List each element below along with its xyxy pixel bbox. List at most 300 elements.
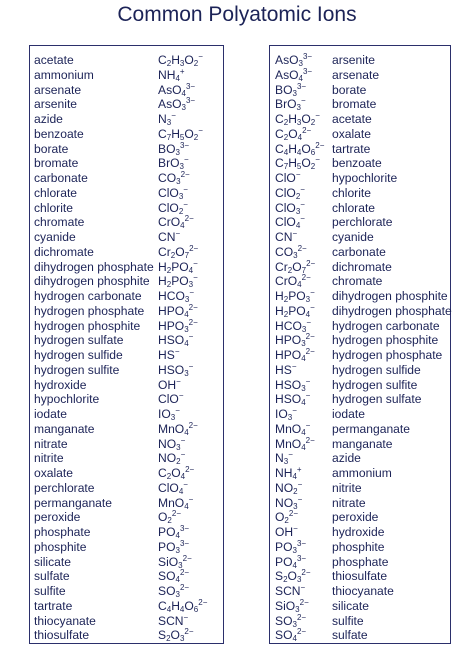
formula-symbol: ClO	[275, 215, 296, 230]
formula-subscript: 4	[283, 147, 289, 157]
ion-name: sulfate	[332, 628, 368, 643]
ion-formula	[158, 230, 180, 245]
formula-charge: −	[305, 376, 311, 386]
ion-row	[30, 230, 223, 245]
ion-name: chlorite	[34, 200, 73, 215]
ion-formula	[275, 53, 312, 68]
ion-row	[30, 599, 223, 614]
ion-formula	[275, 156, 320, 171]
formula-charge: 2−	[302, 125, 312, 135]
ion-formula	[158, 97, 195, 112]
formula-subscript: 3	[298, 59, 303, 68]
formula-symbol: PO	[158, 539, 176, 554]
formula-charge: −	[180, 435, 186, 445]
formula-symbol: CN	[158, 230, 176, 244]
ion-row	[270, 510, 450, 525]
formula-charge: −	[180, 450, 186, 460]
ion-formula	[158, 569, 189, 584]
ion-name: arsenate	[34, 82, 82, 97]
ion-name: acetate	[34, 53, 74, 67]
formula-symbol: AsO	[158, 82, 182, 97]
formula-charge: −	[305, 391, 311, 401]
ion-row	[30, 83, 223, 98]
ion-name: thiosulfate	[332, 569, 388, 584]
formula-charge: 2−	[301, 568, 311, 578]
formula-charge: 3−	[179, 524, 190, 533]
ion-row	[270, 260, 450, 275]
ion-formula	[158, 319, 198, 334]
ion-row	[270, 614, 450, 629]
ion-formula	[275, 451, 293, 466]
ion-formula	[158, 614, 188, 629]
ion-row	[30, 363, 223, 378]
ion-row	[30, 569, 223, 584]
formula-charge: 2−	[188, 302, 198, 312]
formula-symbol: C	[275, 156, 284, 171]
ion-name: ammonium	[34, 67, 94, 82]
formula-subscript: 4	[175, 73, 180, 83]
formula-symbol: CN	[275, 230, 293, 244]
formula-subscript: 3	[293, 250, 298, 260]
formula-subscript: 4	[292, 560, 297, 570]
formula-subscript: 6	[310, 147, 316, 157]
ion-formula	[275, 555, 306, 570]
formula-charge: 2−	[299, 597, 309, 607]
formula-charge: −	[300, 184, 305, 194]
ion-row	[270, 68, 450, 83]
formula-charge: 3−	[296, 538, 307, 548]
ion-name: bromate	[34, 156, 79, 171]
formula-charge: 2−	[198, 597, 208, 607]
ion-formula	[158, 112, 176, 127]
formula-charge: −	[297, 479, 303, 489]
formula-symbol: HPO	[275, 333, 302, 348]
formula-symbol: NO	[275, 480, 294, 495]
formula-subscript: 3	[293, 501, 298, 511]
ion-name: nitrate	[332, 495, 366, 510]
ion-name: sulfate	[34, 569, 70, 584]
formula-subscript: 6	[193, 604, 199, 614]
formula-subscript: 4	[305, 309, 311, 319]
ion-name: hypochlorite	[332, 171, 398, 185]
ion-formula	[275, 363, 296, 378]
formula-symbol: SiO	[275, 598, 296, 613]
formula-subscript: 4	[301, 442, 306, 452]
ion-name: hydrogen phosphite	[332, 333, 439, 348]
formula-charge: 2−	[180, 170, 190, 179]
ion-row	[30, 451, 223, 466]
ion-row	[270, 274, 450, 289]
formula-symbol: OH	[158, 377, 177, 392]
ion-row	[270, 348, 450, 363]
formula-symbol: Cr	[275, 259, 288, 274]
formula-symbol: PO	[275, 539, 293, 554]
ion-name: hydrogen sulfide	[34, 348, 123, 362]
formula-symbol: AsO	[158, 97, 182, 112]
ion-formula	[158, 422, 198, 437]
formula-symbol: CO	[158, 171, 177, 185]
ion-row	[30, 437, 223, 452]
ion-name: permanganate	[332, 421, 410, 436]
formula-subscript: 4	[175, 531, 180, 540]
formula-symbol: H	[158, 259, 167, 274]
ion-name: ammonium	[332, 466, 392, 480]
formula-symbol: H	[288, 112, 297, 126]
formula-symbol: S	[158, 628, 167, 643]
ion-row	[30, 628, 223, 643]
formula-charge: 2−	[184, 627, 194, 637]
page-title: Common Polyatomic Ions	[117, 3, 357, 26]
formula-symbol: PO	[288, 289, 306, 303]
formula-symbol: N	[158, 112, 167, 126]
ion-name: tartrate	[34, 598, 73, 613]
ion-row	[30, 319, 223, 334]
formula-symbol: C	[158, 126, 167, 141]
ion-row	[270, 451, 450, 466]
formula-symbol: BrO	[275, 97, 297, 112]
ion-name: tartrate	[332, 141, 371, 156]
ion-row	[270, 319, 450, 334]
ion-formula	[275, 333, 315, 348]
ion-name: nitrite	[34, 451, 64, 466]
formula-symbol: ClO	[275, 200, 296, 215]
ion-name: arsenate	[332, 67, 380, 82]
formula-subscript: 3	[305, 295, 311, 304]
formula-charge: −	[183, 184, 188, 194]
ion-formula	[158, 392, 184, 407]
formula-charge: 2−	[306, 258, 316, 268]
ion-formula	[158, 53, 203, 68]
ion-row	[270, 289, 450, 304]
ion-formula	[275, 584, 305, 599]
ion-row	[270, 363, 450, 378]
ion-name: dichromate	[332, 259, 392, 274]
formula-charge: −	[188, 361, 194, 371]
formula-charge: 2−	[296, 612, 307, 622]
formula-subscript: 2	[166, 59, 172, 68]
ion-name: nitrite	[332, 480, 362, 495]
formula-symbol: SO	[158, 569, 176, 584]
formula-charge: −	[198, 125, 203, 135]
ion-formula	[275, 201, 305, 216]
formula-charge: −	[189, 288, 194, 297]
ion-row	[270, 53, 450, 68]
formula-symbol: O	[158, 510, 168, 525]
formula-charge: −	[291, 361, 297, 371]
ion-row	[30, 97, 223, 112]
formula-subscript: 3	[283, 457, 289, 467]
ion-row	[270, 304, 450, 319]
formula-charge: −	[305, 420, 311, 430]
ion-row	[270, 333, 450, 348]
formula-subscript: 2	[193, 59, 199, 68]
ion-name: nitrate	[34, 436, 68, 451]
ions-by-name-rows	[30, 53, 223, 643]
ion-name: perchlorate	[332, 215, 393, 230]
formula-symbol: PO	[171, 274, 189, 289]
formula-charge: 2−	[179, 568, 190, 578]
formula-subscript: 3	[188, 280, 194, 290]
ion-row	[30, 348, 223, 363]
ion-name: azide	[332, 451, 361, 466]
ion-formula	[158, 333, 193, 348]
ion-row	[270, 407, 450, 422]
formula-subscript: 3	[181, 103, 186, 113]
ion-formula	[158, 260, 198, 275]
formula-symbol: HCO	[158, 289, 185, 303]
formula-symbol: H	[171, 598, 180, 613]
ion-name: phosphate	[34, 525, 91, 539]
formula-subscript: 3	[292, 619, 297, 629]
formula-charge: −	[300, 583, 306, 592]
ion-row	[270, 555, 450, 570]
ion-name: peroxide	[332, 510, 379, 525]
ion-name: benzoate	[34, 126, 84, 141]
ion-row	[270, 215, 450, 230]
ion-formula	[158, 215, 194, 230]
formula-symbol: PO	[158, 525, 176, 539]
ion-formula	[275, 599, 309, 614]
formula-symbol: HS	[158, 348, 175, 362]
ion-name: dihydrogen phosphite	[332, 289, 448, 303]
ion-row	[270, 112, 450, 127]
formula-charge: 3−	[296, 81, 307, 91]
ion-name: chromate	[34, 215, 85, 230]
formula-charge: −	[188, 332, 194, 342]
formula-subscript: 3	[292, 88, 297, 98]
formula-subscript: 5	[296, 162, 302, 172]
formula-charge: 2−	[297, 243, 307, 253]
ion-name: dichromate	[34, 244, 94, 259]
ion-formula	[275, 481, 302, 496]
formula-charge: −	[174, 347, 180, 356]
formula-symbol: HPO	[158, 303, 185, 318]
formula-charge: −	[178, 391, 184, 401]
formula-symbol: O	[184, 126, 194, 141]
ion-formula	[158, 245, 198, 260]
ion-name: cyanide	[34, 230, 76, 244]
formula-symbol: O	[175, 244, 185, 259]
formula-symbol: HSO	[158, 362, 185, 377]
ion-row	[270, 599, 450, 614]
ion-row	[30, 142, 223, 157]
formula-symbol: H	[171, 53, 180, 67]
formula-subscript: 3	[179, 634, 185, 644]
ion-formula	[158, 599, 207, 614]
formula-charge: 2−	[188, 420, 198, 430]
formula-symbol: H	[275, 303, 284, 318]
formula-subscript: 3	[176, 177, 181, 186]
formula-symbol: N	[275, 451, 284, 466]
ion-name: hydrogen sulfate	[34, 333, 124, 348]
formula-charge: −	[292, 406, 297, 415]
formula-symbol: ClO	[158, 392, 179, 407]
ion-formula	[158, 274, 198, 289]
formula-symbol: O	[288, 126, 298, 141]
formula-subscript: 4	[301, 354, 306, 363]
formula-charge: −	[295, 170, 301, 179]
ion-name: hydrogen sulfite	[34, 362, 120, 377]
formula-symbol: NO	[158, 451, 177, 466]
ion-row	[270, 201, 450, 216]
ion-row	[30, 156, 223, 171]
formula-subscript: 3	[184, 368, 189, 378]
ion-formula	[158, 407, 180, 422]
ion-row	[30, 186, 223, 201]
formula-subscript: 4	[180, 221, 185, 231]
formula-subscript: 2	[178, 206, 184, 216]
formula-subscript: 2	[167, 516, 172, 526]
ion-row	[30, 422, 223, 437]
formula-subscript: 2	[166, 472, 172, 481]
ion-name: phosphite	[34, 539, 87, 554]
ion-row	[270, 83, 450, 98]
formula-subscript: 4	[184, 501, 189, 511]
formula-subscript: 3	[166, 118, 172, 127]
ion-name: sulfite	[332, 613, 364, 628]
ion-row	[30, 510, 223, 525]
formula-subscript: 3	[184, 324, 189, 334]
ion-formula	[275, 628, 306, 643]
formula-subscript: 4	[301, 398, 306, 408]
formula-subscript: 3	[301, 339, 306, 349]
ion-formula	[275, 245, 307, 260]
ion-formula	[158, 378, 181, 393]
formula-subscript: 4	[292, 634, 297, 644]
formula-symbol: HSO	[158, 333, 185, 348]
ion-row	[30, 260, 223, 275]
formula-subscript: 2	[166, 634, 171, 644]
ion-name: phosphate	[332, 554, 389, 569]
ion-name: cyanide	[332, 230, 374, 244]
ion-name: hydroxide	[34, 377, 87, 392]
formula-subscript: 4	[166, 604, 172, 614]
ion-formula	[275, 378, 310, 393]
ion-row	[270, 496, 450, 511]
formula-subscript: 2	[283, 132, 289, 142]
formula-symbol: NH	[275, 466, 293, 480]
formula-subscript: 4	[180, 472, 186, 481]
formula-subscript: 3	[296, 575, 302, 585]
ion-formula	[275, 540, 306, 555]
formula-subscript: 4	[296, 147, 302, 157]
ion-row	[30, 304, 223, 319]
formula-subscript: 4	[298, 73, 303, 83]
formula-symbol: C	[275, 141, 284, 156]
formula-subscript: 3	[179, 59, 185, 68]
formula-subscript: 7	[283, 162, 289, 172]
formula-symbol: S	[275, 569, 284, 584]
ion-row	[30, 274, 223, 289]
ion-row	[270, 481, 450, 496]
formula-symbol: SCN	[158, 613, 184, 628]
formula-charge: 2−	[179, 583, 190, 592]
formula-charge: −	[310, 302, 315, 312]
formula-symbol: PO	[288, 303, 306, 318]
ion-formula	[275, 97, 306, 112]
formula-subscript: 4	[175, 575, 180, 585]
formula-charge: −	[188, 494, 194, 504]
ion-formula	[275, 127, 311, 142]
ion-row	[30, 289, 223, 304]
ion-name: hydrogen phosphate	[332, 348, 443, 362]
formula-symbol: HS	[275, 362, 292, 377]
ion-formula	[158, 83, 195, 98]
formula-symbol: SO	[275, 628, 293, 643]
ion-formula	[158, 466, 194, 481]
formula-subscript: 3	[296, 118, 302, 127]
ion-name: benzoate	[332, 156, 382, 171]
formula-subscript: 2	[283, 118, 289, 127]
formula-charge: 3−	[296, 553, 307, 563]
ion-name: hydrogen phosphate	[34, 303, 145, 318]
formula-charge: 2−	[171, 509, 181, 519]
formula-subscript: 3	[170, 413, 176, 422]
ion-name: thiocyanate	[34, 613, 96, 628]
ion-formula	[158, 540, 189, 555]
ion-formula	[158, 171, 190, 186]
ion-row	[270, 186, 450, 201]
formula-charge: +	[179, 66, 185, 76]
formula-symbol: C	[158, 466, 167, 480]
ion-name: dihydrogen phosphite	[34, 274, 150, 289]
formula-symbol: HSO	[275, 392, 302, 407]
ion-row	[30, 171, 223, 186]
formula-subscript: 3	[184, 295, 190, 304]
formula-subscript: 3	[176, 442, 181, 452]
formula-subscript: 4	[188, 265, 194, 275]
formula-charge: −	[183, 155, 189, 165]
ion-row	[270, 569, 450, 584]
ion-formula	[158, 437, 185, 452]
formula-charge: 2−	[185, 465, 195, 474]
ion-formula	[275, 319, 311, 334]
formula-subscript: 2	[310, 118, 316, 127]
formula-symbol: O	[301, 156, 311, 171]
ion-formula	[275, 230, 297, 245]
ion-name: azide	[34, 112, 63, 126]
ion-name: peroxide	[34, 510, 81, 525]
formula-charge: −	[293, 524, 298, 533]
ion-formula	[275, 215, 305, 230]
ion-formula	[158, 186, 188, 201]
formula-subscript: 3	[287, 413, 293, 422]
formula-symbol: O	[287, 569, 297, 584]
ion-name: borate	[332, 82, 367, 97]
ion-formula	[158, 201, 188, 216]
ion-formula	[275, 422, 310, 437]
formula-subscript: 2	[176, 457, 181, 467]
ion-row	[30, 215, 223, 230]
formula-charge: −	[193, 273, 198, 283]
formula-symbol: HCO	[275, 318, 302, 333]
ion-row	[270, 230, 450, 245]
ion-formula	[275, 171, 301, 186]
ion-row	[270, 628, 450, 643]
ion-formula	[275, 83, 306, 98]
formula-subscript: 7	[166, 132, 172, 142]
ion-formula	[275, 68, 312, 83]
formula-symbol: C	[158, 598, 167, 613]
formula-charge: −	[198, 52, 203, 61]
ion-row	[270, 437, 450, 452]
formula-symbol: AsO	[275, 53, 299, 67]
formula-symbol: MnO	[275, 421, 302, 436]
formula-subscript: 2	[284, 516, 289, 526]
formula-subscript: 4	[297, 280, 302, 290]
formula-symbol: NO	[275, 495, 294, 510]
ion-name: hydrogen phosphite	[34, 318, 141, 333]
